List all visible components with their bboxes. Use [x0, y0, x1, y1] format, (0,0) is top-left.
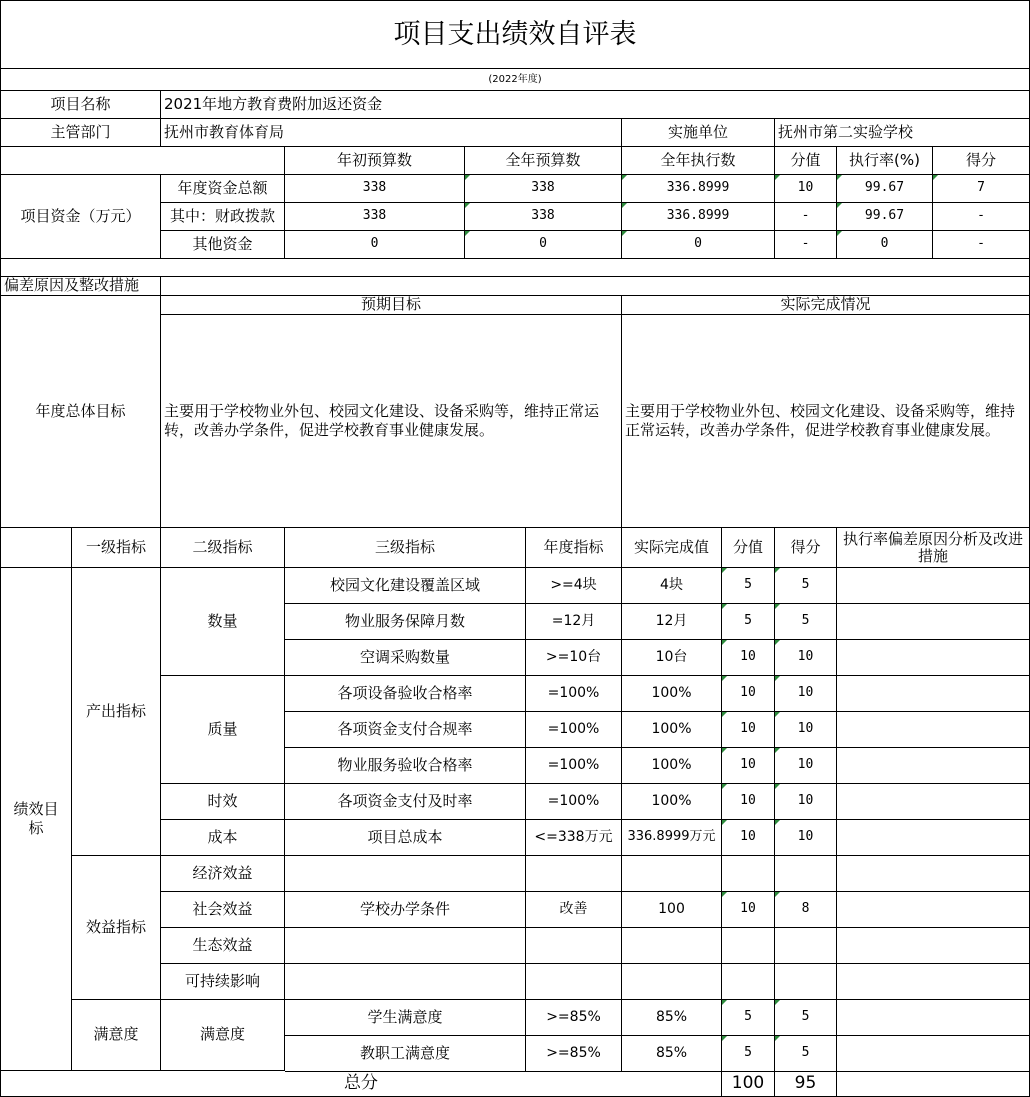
level1-output: 产出指标: [72, 568, 161, 856]
indicator-actual-cell: 336.8999万元: [622, 820, 722, 856]
level2-social: 社会效益: [161, 892, 285, 928]
funds-cell: -: [933, 203, 1030, 231]
dept-value: 抚州市教育体育局: [161, 119, 622, 147]
total-score-value: 100: [722, 1071, 775, 1097]
funds-cell: 99.67: [837, 175, 933, 203]
indicator-reason-cell: [837, 1036, 1030, 1072]
goal-label: 年度总体目标: [0, 296, 161, 528]
indicator-actual-cell: [622, 928, 722, 964]
indicator-header: 分值: [722, 528, 775, 568]
funds-header-blank: [0, 147, 285, 175]
funds-row-label: 其中：财政拨款: [161, 203, 285, 231]
indicator-header: 一级指标: [72, 528, 161, 568]
indicator-name-cell: 校园文化建设覆盖区域: [285, 568, 526, 604]
indicator-score-value-cell: 10: [722, 820, 775, 856]
indicator-target-cell: <=338万元: [526, 820, 622, 856]
level2-satisfaction: 满意度: [161, 1000, 285, 1071]
indicator-actual-cell: 12月: [622, 604, 722, 640]
indicator-name-cell: 教职工满意度: [285, 1036, 526, 1072]
funds-cell: 338: [285, 203, 465, 231]
page-title: 项目支出绩效自评表: [0, 0, 1030, 69]
indicator-score-cell: [775, 928, 837, 964]
indicator-name-cell: 学生满意度: [285, 1000, 526, 1036]
indicator-score-cell: [775, 964, 837, 1000]
indicator-score-value-cell: 5: [722, 568, 775, 604]
funds-cell: 0: [465, 231, 622, 259]
funds-row-label: 年度资金总额: [161, 175, 285, 203]
level2-timeliness: 时效: [161, 784, 285, 820]
indicator-target-cell: 改善: [526, 892, 622, 928]
indicator-target-cell: =100%: [526, 676, 622, 712]
funds-header: 执行率(%): [837, 147, 933, 175]
funds-cell: 10: [775, 175, 837, 203]
indicator-reason-cell: [837, 640, 1030, 676]
indicator-score-cell: 10: [775, 676, 837, 712]
indicator-score-cell: 10: [775, 748, 837, 784]
year-label: (2022年度): [0, 69, 1030, 91]
indicator-score-cell: 10: [775, 784, 837, 820]
funds-header: 全年执行数: [622, 147, 775, 175]
funds-header: 得分: [933, 147, 1030, 175]
level2-ecological: 生态效益: [161, 928, 285, 964]
funds-cell: 0: [622, 231, 775, 259]
indicator-actual-cell: 100: [622, 892, 722, 928]
funds-header: 全年预算数: [465, 147, 622, 175]
impl-label: 实施单位: [622, 119, 775, 147]
indicator-target-cell: =100%: [526, 784, 622, 820]
funds-cell: 338: [465, 203, 622, 231]
indicator-name-cell: [285, 964, 526, 1000]
funds-cell: 338: [465, 175, 622, 203]
indicator-header: 二级指标: [161, 528, 285, 568]
indicator-reason-cell: [837, 964, 1030, 1000]
indicator-name-cell: 各项资金支付及时率: [285, 784, 526, 820]
goal-expected-header: 预期目标: [161, 296, 622, 315]
total-score: 95: [775, 1071, 837, 1097]
indicator-actual-cell: 85%: [622, 1000, 722, 1036]
indicator-header: 实际完成值: [622, 528, 722, 568]
indicator-score-cell: 5: [775, 604, 837, 640]
indicator-actual-cell: [622, 856, 722, 892]
indicator-target-cell: =100%: [526, 712, 622, 748]
indicator-name-cell: 各项资金支付合规率: [285, 712, 526, 748]
indicator-score-cell: 8: [775, 892, 837, 928]
indicator-actual-cell: 100%: [622, 748, 722, 784]
indicator-score-value-cell: 5: [722, 1036, 775, 1072]
level2-sustainable: 可持续影响: [161, 964, 285, 1000]
indicator-header-blank: [0, 528, 72, 568]
indicator-target-cell: [526, 928, 622, 964]
indicator-score-cell: 5: [775, 568, 837, 604]
level2-cost: 成本: [161, 820, 285, 856]
funds-cell: -: [933, 231, 1030, 259]
indicator-actual-cell: [622, 964, 722, 1000]
indicator-score-value-cell: 5: [722, 1000, 775, 1036]
indicator-target-cell: >=4块: [526, 568, 622, 604]
funds-cell: 338: [285, 175, 465, 203]
total-reason: [837, 1071, 1030, 1097]
funds-cell: 99.67: [837, 203, 933, 231]
project-name-label: 项目名称: [0, 91, 161, 119]
indicator-target-cell: =100%: [526, 748, 622, 784]
indicator-reason-cell: [837, 820, 1030, 856]
indicator-reason-cell: [837, 604, 1030, 640]
deviation-value: [161, 277, 1030, 296]
indicator-target-cell: [526, 964, 622, 1000]
funds-cell: -: [775, 203, 837, 231]
indicator-actual-cell: 85%: [622, 1036, 722, 1072]
indicator-header: 年度指标: [526, 528, 622, 568]
indicator-actual-cell: 4块: [622, 568, 722, 604]
indicator-target-cell: >=10台: [526, 640, 622, 676]
funds-header: 年初预算数: [285, 147, 465, 175]
indicator-score-cell: 5: [775, 1036, 837, 1072]
indicator-score-value-cell: 10: [722, 640, 775, 676]
indicator-actual-cell: 100%: [622, 784, 722, 820]
indicator-score-value-cell: 10: [722, 784, 775, 820]
level2-quantity: 数量: [161, 568, 285, 676]
indicator-name-cell: 空调采购数量: [285, 640, 526, 676]
indicator-header: 得分: [775, 528, 837, 568]
funds-row-label: 其他资金: [161, 231, 285, 259]
indicator-score-value-cell: 5: [722, 604, 775, 640]
indicator-score-value-cell: 10: [722, 892, 775, 928]
indicator-name-cell: 学校办学条件: [285, 892, 526, 928]
indicator-reason-cell: [837, 892, 1030, 928]
indicator-name-cell: [285, 928, 526, 964]
dept-label: 主管部门: [0, 119, 161, 147]
funds-cell: -: [775, 231, 837, 259]
funds-group-label: 项目资金（万元）: [0, 175, 161, 259]
indicator-score-cell: 10: [775, 820, 837, 856]
total-label: 总分: [0, 1071, 722, 1097]
indicator-reason-cell: [837, 748, 1030, 784]
funds-cell: 336.8999: [622, 175, 775, 203]
indicator-score-value-cell: 10: [722, 712, 775, 748]
goal-expected-text: 主要用于学校物业外包、校园文化建设、设备采购等，维持正常运转，改善办学条件，促进学校教育事业健康发展。: [161, 315, 622, 528]
indicator-target-cell: >=85%: [526, 1000, 622, 1036]
indicator-reason-cell: [837, 856, 1030, 892]
funds-cell: 336.8999: [622, 203, 775, 231]
spacer-row: [0, 259, 1030, 277]
level1-benefit: 效益指标: [72, 856, 161, 1000]
funds-cell: 0: [285, 231, 465, 259]
indicator-score-value-cell: 10: [722, 676, 775, 712]
funds-cell: 7: [933, 175, 1030, 203]
indicator-header: 三级指标: [285, 528, 526, 568]
level2-quality: 质量: [161, 676, 285, 784]
performance-goal-side-label: 绩效目标: [0, 568, 72, 1071]
indicator-score-cell: 10: [775, 640, 837, 676]
level2-economic: 经济效益: [161, 856, 285, 892]
indicator-target-cell: >=85%: [526, 1036, 622, 1072]
indicator-score-cell: [775, 856, 837, 892]
project-name-value: 2021年地方教育费附加返还资金: [161, 91, 1030, 119]
deviation-label: 偏差原因及整改措施: [0, 277, 161, 296]
indicator-name-cell: 各项设备验收合格率: [285, 676, 526, 712]
indicator-name-cell: 物业服务保障月数: [285, 604, 526, 640]
indicator-reason-cell: [837, 1000, 1030, 1036]
indicator-score-value-cell: 10: [722, 748, 775, 784]
goal-actual-text: 主要用于学校物业外包、校园文化建设、设备采购等，维持正常运转，改善办学条件，促进学校教育事业健康发展。: [622, 315, 1030, 528]
funds-cell: 0: [837, 231, 933, 259]
indicator-score-value-cell: [722, 856, 775, 892]
indicator-score-cell: 10: [775, 712, 837, 748]
level1-satisfaction: 满意度: [72, 1000, 161, 1071]
indicator-actual-cell: 100%: [622, 676, 722, 712]
indicator-target-cell: [526, 856, 622, 892]
indicator-reason-cell: [837, 928, 1030, 964]
indicator-score-cell: 5: [775, 1000, 837, 1036]
goal-actual-header: 实际完成情况: [622, 296, 1030, 315]
impl-value: 抚州市第二实验学校: [775, 119, 1030, 147]
indicator-name-cell: 项目总成本: [285, 820, 526, 856]
indicator-name-cell: [285, 856, 526, 892]
indicator-header: 执行率偏差原因分析及改进措施: [837, 528, 1030, 568]
indicator-name-cell: 物业服务验收合格率: [285, 748, 526, 784]
indicator-score-value-cell: [722, 928, 775, 964]
indicator-reason-cell: [837, 712, 1030, 748]
indicator-target-cell: =12月: [526, 604, 622, 640]
indicator-reason-cell: [837, 784, 1030, 820]
funds-header: 分值: [775, 147, 837, 175]
indicator-actual-cell: 10台: [622, 640, 722, 676]
indicator-reason-cell: [837, 676, 1030, 712]
indicator-actual-cell: 100%: [622, 712, 722, 748]
indicator-reason-cell: [837, 568, 1030, 604]
indicator-score-value-cell: [722, 964, 775, 1000]
